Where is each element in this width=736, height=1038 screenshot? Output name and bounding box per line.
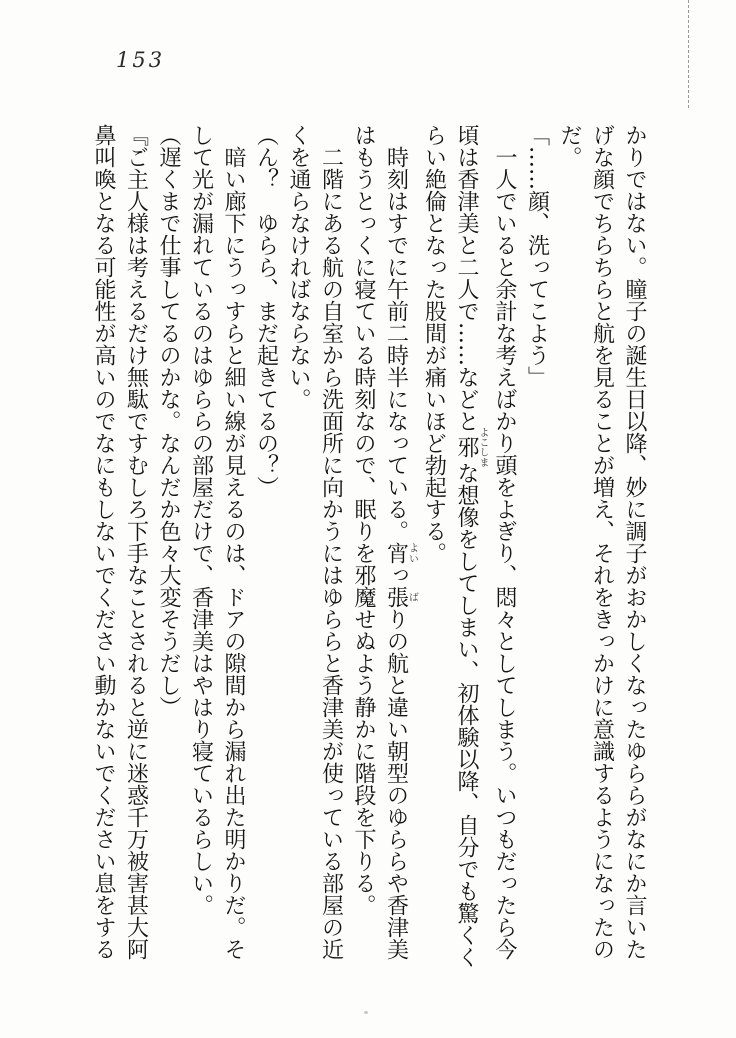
text-line: 二階にある航の自室から洗面所に向かうにはゆららと香津美が使っている部屋の近	[318, 146, 344, 960]
text-line: はもうとっくに寝ている時刻なので、眠りを邪魔せぬよう静かに階段を下りる。	[351, 124, 376, 916]
page-edge-mark	[688, 0, 689, 108]
furigana-annotated-word: 張ば	[383, 586, 418, 608]
text-line: だ。	[557, 124, 582, 168]
body-text	[87, 124, 651, 966]
scan-artifact-dot	[364, 1011, 368, 1014]
furigana-annotated-word: 邪よこしま	[454, 427, 488, 467]
text-line: 鼻叫喚となる可能性が高いのでなにもしないでください動かないでください息をする	[91, 124, 116, 960]
text-line: 時刻はすでに午前二時半になっている。宵よいっ張ばりの航と違い朝型のゆららや香津美	[383, 146, 418, 960]
furigana-annotated-word: 宵よい	[383, 542, 418, 564]
text-line: 一人でいると余計な考えばかり頭をよぎり、悶々としてしまう。いつもだったら今	[492, 146, 517, 960]
page-number: 153	[116, 48, 166, 72]
text-line: くを通らなければならない。	[286, 124, 311, 410]
text-line: げな顔でちらちらと航を見ることが増え、それをきっかけに意識するようになったの	[589, 124, 615, 960]
text-line: らい絶倫となった股間が痛いほど勃起する。	[421, 124, 447, 564]
text-line: （遅くまで仕事してるのかな。なんだか色々大変そうだし）	[156, 124, 181, 718]
text-line: （ん？ ゆらら、まだ起きてるの？）	[253, 124, 279, 498]
text-line: 暗い廊下にうっすらと細い線が見えるのは、ドアの隙間から漏れ出た明かりだ。そ	[221, 146, 246, 960]
text-line: かりではない。瞳子の誕生日以降、妙に調子がおかしくなったゆららがなにか言いた	[622, 124, 647, 960]
text-line: 頃は香津美と二人で……などと邪よこしまな想像をしてしまい、初体験以降、自分でも驚くく	[454, 124, 488, 968]
text-line: 「……顔、洗ってこよう」	[524, 124, 550, 388]
text-line: して光が漏れているのはゆららの部屋だけで、香津美はやはり寝ているらしい。	[188, 124, 214, 916]
text-line: 『ご主人様は考えるだけ無駄ですむしろ下手なことされると逆に迷惑千万被害甚大阿	[123, 124, 149, 960]
